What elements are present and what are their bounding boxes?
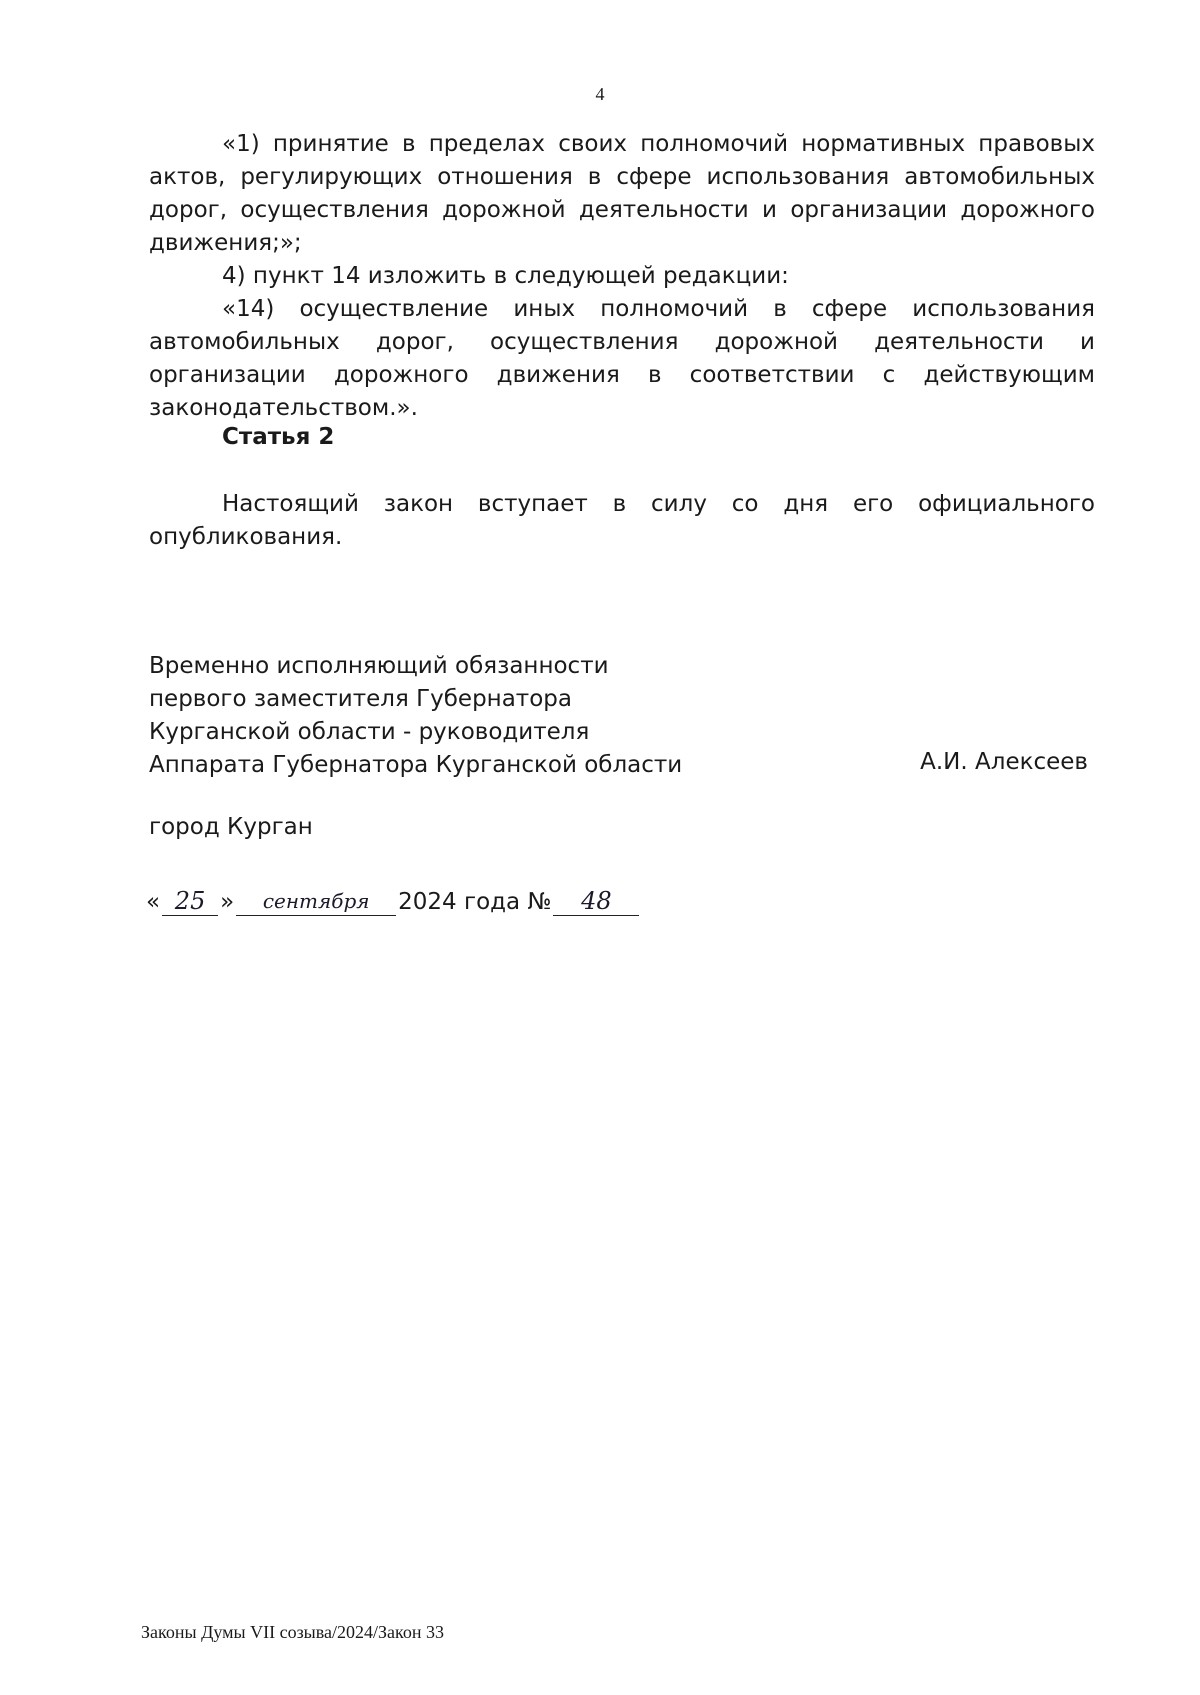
signatory-position	[149, 650, 682, 782]
signatory-position-line: первого заместителя Губернатора	[149, 686, 572, 712]
law-number-handwritten: 48	[553, 887, 639, 916]
amendment-paragraph: 4) пункт 14 изложить в следующей редакции:	[222, 263, 789, 289]
article-title: Статья 2	[222, 424, 335, 450]
footer-reference: Законы Думы VII созыва/2024/Закон 33	[141, 1622, 444, 1642]
amendment-text	[149, 128, 1095, 425]
date-line	[146, 882, 641, 916]
date-year-text: 2024 года №	[398, 889, 552, 915]
amendment-paragraph: «14) осуществление иных полномочий в сфере использования автомобильных дорог, осуществления дорожной деятельности и организации дорожного движения в соответствии с действующим законодательством.».	[149, 296, 1095, 421]
page-number: 4	[595, 84, 605, 104]
date-close-quote: »	[220, 889, 235, 915]
signatory-position-line: Временно исполняющий обязанности	[149, 653, 609, 679]
date-day-handwritten: 25	[162, 887, 218, 916]
amendment-paragraph: «1) принятие в пределах своих полномочий нормативных правовых актов, регулирующих отношения в сфере использования автомобильных дорог, осуществления дорожной деятельности и организации дорожного движения;»;	[149, 131, 1095, 256]
article-text: Настоящий закон вступает в силу со дня его официального опубликования.	[149, 491, 1095, 550]
signatory-position-line: Курганской области - руководителя	[149, 719, 590, 745]
date-open-quote: «	[146, 889, 161, 915]
city: город Курган	[149, 814, 313, 840]
signer-name: А.И. Алексеев	[920, 749, 1088, 775]
signatory-position-line: Аппарата Губернатора Курганской области	[149, 752, 683, 778]
date-month-handwritten: сентября	[236, 887, 396, 916]
